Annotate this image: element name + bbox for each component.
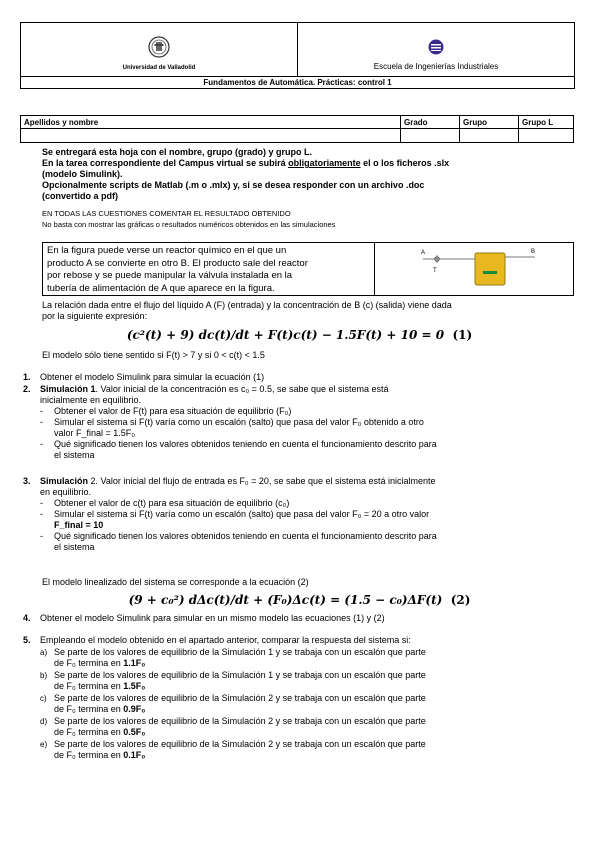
instruction-line-1: Se entregará esta hoja con el nombre, grupo (grado) y grupo L. (42, 147, 313, 157)
q3-bullet-3: - Qué significado tienen los valores obtenidos teniendo en cuenta el funcionamiento descrito para (40, 531, 437, 541)
intro-text (42, 300, 582, 322)
question-3: 3. Simulación 2. Valor inicial del flujo de entrada es F₀ = 20, se sabe que el sistema está inicialmente en equilibrio. - Obtener el valor de c(t) para esa situación de equilibrio (c₀) - Simular el sistema si F(t) varía como un escalón (salto) que pasa del valor F₀ = 20 a otro valor F_final = 10 - Qué significado tienen los valores obtenidos teniendo en cuenta el funcionamiento descrito para el sistema (40, 476, 570, 553)
reactor-tank (475, 253, 505, 285)
box-line-3: por rebose y se puede manipular la válvula instalada en la (47, 270, 293, 281)
label-t: T (433, 268, 437, 274)
validity-condition: El modelo sólo tiene sentido si F(t) > 7 y si 0 < c(t) < 1.5 (42, 350, 265, 360)
reactor-diagram-box (375, 242, 574, 296)
q5-item-line2: de F₀ termina en 0.1F₀ (54, 750, 146, 760)
q5-items-list (40, 647, 570, 761)
instruction-line-3: (modelo Simulink). (42, 169, 123, 179)
instruction-line-2: En la tarea correspondiente del Campus virtual se subirá obligatoriamente el o los ficheros .slx (42, 158, 450, 168)
q5-item-line2: de F₀ termina en 0.9F₀ (54, 704, 146, 714)
grado-field[interactable] (401, 129, 460, 143)
question-2: 2. Simulación 1. Valor inicial de la concentración es c₀ = 0.5, se sabe que el sistema está inicialmente en equilibrio. - Obtener el valor de F(t) para esa situación de equilibrio (F₀) - Simular el sistema si F(t) varía como un escalón (salto) que pasa del valor F₀ obtenido a otro valor F_final = 1.5F₀ - Qué significado tienen los valores obtenidos teniendo en cuenta el funcionamiento descrito para el sistema (40, 384, 570, 461)
equation-2: (9 + c₀²) dΔc(t)/dt + (F₀)Δc(t) = (1.5 − c₀)ΔF(t) (2) (128, 593, 471, 607)
q5-item-value: 1.1F₀ (123, 658, 146, 668)
reactor-diagram (375, 243, 574, 297)
question-5: 5. Empleando el modelo obtenido en el apartado anterior, comparar la respuesta del sistema si: a) Se parte de los valores de equilibrio de la Simulación 1 y se trabaja con un escalón que parte de F₀ termina en 1.1F₀ b) Se parte de los valores de equilibrio de la Simulación 1 y se trabaja con un escalón que parte de F₀ termina en 1.5F₀ c) Se parte de los valores de equilibrio de la Simulación 2 y se trabaja con un escalón que parte de F₀ termina en 0.9F₀ d) Se parte de los valores de equilibrio de la Simulación 2 y se trabaja con un escalón que parte de F₀ termina en 0.5F₀ e) Se parte de los valores de equilibrio de la Simulación 2 y se trabaja con un escalón que parte de F₀ termina en 0.1F₀ (40, 635, 570, 761)
instruction-line-7: No basta con mostrar las gráficas o resultados numéricos obtenidos en las simulaciones (42, 220, 336, 229)
school-name: Escuela de Ingenierías Industriales (373, 62, 499, 71)
q5-item-line1: Se parte de los valores de equilibrio de la Simulación 2 y se trabaja con un escalón que parte (54, 716, 426, 726)
q5-item-letter: e) (40, 740, 48, 749)
q5-item-line2: de F₀ termina en 1.5F₀ (54, 681, 146, 691)
q5-item-value: 0.5F₀ (123, 727, 146, 737)
box-line-1: En la figura puede verse un reactor químico en el que un (47, 245, 287, 256)
header-left-cell (21, 23, 298, 77)
q5-item-value: 0.9F₀ (123, 704, 146, 714)
col-grupol-header: Grupo L (519, 116, 574, 129)
university-name: Universidad de Valladolid (122, 65, 196, 71)
instructions-block (42, 147, 582, 202)
q5-item-letter: a) (40, 648, 48, 657)
q5-item-line1: Se parte de los valores de equilibrio de la Simulación 1 y se trabaja con un escalón que parte (54, 670, 426, 680)
obligatoriamente-text: obligatoriamente (288, 158, 361, 168)
question-1: 1. Obtener el modelo Simulink para simular la ecuación (1) (23, 372, 265, 382)
q3-bullet-1: - Obtener el valor de c(t) para esa situación de equilibrio (c₀) (40, 498, 290, 508)
intro-line-2: por la siguiente expresión: (42, 311, 148, 321)
instruction-line-4: Opcionalmente scripts de Matlab (.m o .mlx) y, si se desea responder con un archivo .doc (42, 180, 425, 190)
q2-bullet-1: - Obtener el valor de F(t) para esa situación de equilibrio (F₀) (40, 406, 292, 416)
grupol-field[interactable] (519, 129, 574, 143)
simulation-1-title: Simulación 1 (40, 384, 96, 394)
q5-item-line1: Se parte de los valores de equilibrio de la Simulación 1 y se trabaja con un escalón que parte (54, 647, 426, 657)
q2-bullet-3: - Qué significado tienen los valores obtenidos teniendo en cuenta el funcionamiento descrito para (40, 439, 437, 449)
school-logo-icon (428, 39, 444, 55)
q5-item-line1: Se parte de los valores de equilibrio de la Simulación 2 y se trabaja con un escalón que parte (54, 693, 426, 703)
page-title: Fundamentos de Automática. Prácticas: control 1 (21, 77, 575, 89)
q5-item-line2: de F₀ termina en 0.5F₀ (54, 727, 146, 737)
instruction-line-5: (convertido a pdf) (42, 191, 118, 201)
label-a: A (421, 250, 426, 256)
level-mark (483, 271, 497, 274)
q5-item (40, 716, 570, 738)
simulation-2-title: Simulación (40, 476, 89, 486)
col-name-header: Apellidos y nombre (21, 116, 401, 129)
col-grupo-header: Grupo (460, 116, 519, 129)
label-b: B (531, 249, 536, 255)
q3-bullet-2: - Simular el sistema si F(t) varía como un escalón (salto) que pasa del valor F₀ = 20 a otro valor (40, 509, 430, 519)
student-info-table (20, 115, 574, 143)
grupo-field[interactable] (460, 129, 519, 143)
q5-item-letter: c) (40, 694, 47, 703)
q5-item (40, 739, 570, 761)
q2-bullet-2: - Simular el sistema si F(t) varía como un escalón (salto) que pasa del valor F₀ obtenido a otro (40, 417, 424, 427)
intro-line-1: La relación dada entre el flujo del líquido A (F) (entrada) y la concentración de B (c) (salida) viene dada (42, 300, 452, 310)
reactor-description-box (42, 242, 375, 296)
q5-item-letter: b) (40, 671, 48, 680)
header-table (20, 22, 575, 89)
header-right-cell (298, 23, 575, 77)
q5-item (40, 670, 570, 692)
q5-item (40, 693, 570, 715)
box-line-4: tubería de alimentación de A que aparece en la figura. (47, 282, 275, 294)
equation-1: (c²(t) + 9) dc(t)/dt + F(t)c(t) − 1.5F(t) + 10 = 0 (1) (126, 328, 473, 342)
q5-item-line2: de F₀ termina en 1.1F₀ (54, 658, 146, 668)
linearized-intro: El modelo linealizado del sistema se corresponde a la ecuación (2) (42, 577, 309, 587)
col-grado-header: Grado (401, 116, 460, 129)
q5-item-value: 0.1F₀ (123, 750, 146, 760)
box-line-2: producto A se convierte en otro B. El producto sale del reactor (47, 257, 308, 269)
name-field[interactable] (21, 129, 401, 143)
q5-item-value: 1.5F₀ (123, 681, 146, 691)
instruction-line-6: EN TODAS LAS CUESTIONES COMENTAR EL RESULTADO OBTENIDO (42, 209, 291, 218)
q5-item-letter: d) (40, 717, 48, 726)
q5-item-line1: Se parte de los valores de equilibrio de la Simulación 2 y se trabaja con un escalón que parte (54, 739, 426, 749)
q5-item (40, 647, 570, 669)
question-4: 4. Obtener el modelo Simulink para simular en un mismo modelo las ecuaciones (1) y (2) (23, 613, 385, 623)
university-seal-icon (148, 34, 170, 60)
